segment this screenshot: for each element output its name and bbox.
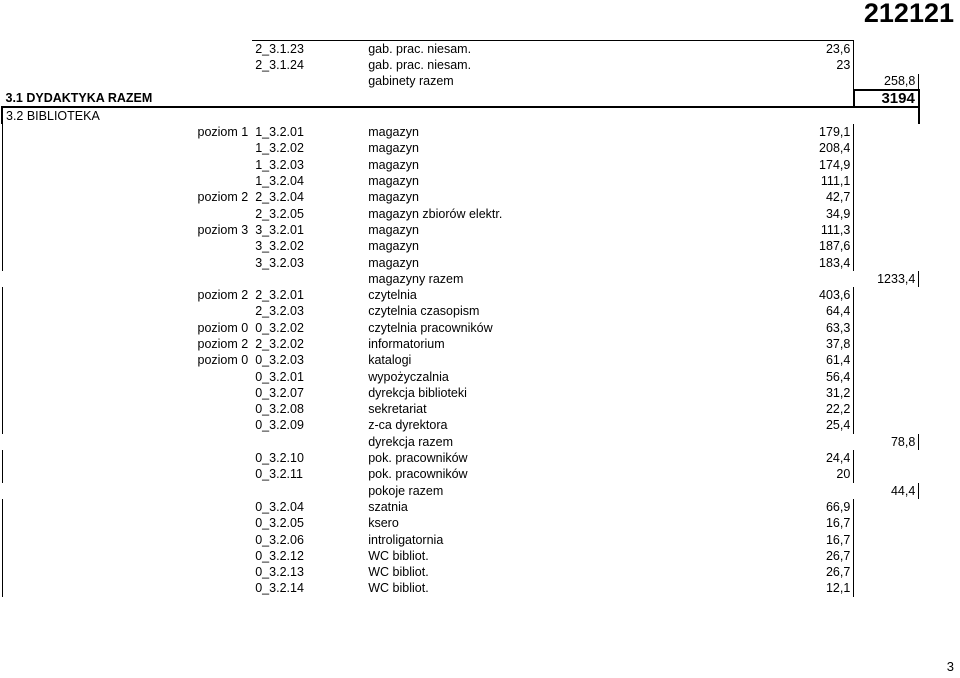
- table-row: [2, 499, 919, 515]
- level-label: [2, 140, 252, 156]
- table-row: [2, 531, 919, 547]
- room-code: 0_3.2.10: [252, 450, 365, 466]
- room-area: 187,6: [506, 238, 854, 254]
- table-row: [2, 189, 919, 205]
- level-label: poziom 0: [2, 320, 252, 336]
- level-label: [2, 548, 252, 564]
- room-area: 183,4: [506, 254, 854, 270]
- room-area: 16,7: [506, 531, 854, 547]
- room-code: 0_3.2.14: [252, 580, 365, 596]
- room-code: 1_3.2.04: [252, 173, 365, 189]
- room-name: sekretariat: [365, 401, 506, 417]
- room-code: 3_3.2.01: [252, 222, 365, 238]
- level-label: poziom 0: [2, 352, 252, 368]
- room-code: 0_3.2.12: [252, 548, 365, 564]
- room-name: magazyn: [365, 189, 506, 205]
- table-row: [2, 401, 919, 417]
- page-number: 3: [946, 659, 954, 674]
- room-code: 2_3.2.05: [252, 205, 365, 221]
- table-row: [2, 368, 919, 384]
- room-code: 0_3.2.02: [252, 320, 365, 336]
- subtotal-label: gabinety razem: [365, 73, 506, 90]
- room-name: katalogi: [365, 352, 506, 368]
- subtotal-value: 258,8: [854, 73, 919, 90]
- table-row: [2, 450, 919, 466]
- level-label: [2, 368, 252, 384]
- room-name: magazyn: [365, 238, 506, 254]
- room-name: gab. prac. niesam.: [365, 41, 506, 57]
- room-area: 174,9: [506, 157, 854, 173]
- room-code: 0_3.2.06: [252, 531, 365, 547]
- table-row: [2, 238, 919, 254]
- room-name: WC bibliot.: [365, 564, 506, 580]
- room-code: 0_3.2.08: [252, 401, 365, 417]
- area-table: [1, 40, 920, 597]
- level-label: [2, 157, 252, 173]
- section-total-value: 3194: [854, 90, 919, 107]
- room-code: 1_3.2.02: [252, 140, 365, 156]
- level-label: poziom 2: [2, 189, 252, 205]
- room-area: 111,3: [506, 222, 854, 238]
- level-label: poziom 3: [2, 222, 252, 238]
- room-name: magazyn: [365, 140, 506, 156]
- table-row: [2, 515, 919, 531]
- table-row: [2, 417, 919, 433]
- table-row: [2, 73, 919, 90]
- room-name: magazyn: [365, 254, 506, 270]
- room-area: 66,9: [506, 499, 854, 515]
- room-area: 23,6: [506, 41, 854, 57]
- room-name: szatnia: [365, 499, 506, 515]
- room-name: magazyn: [365, 157, 506, 173]
- level-label: [2, 515, 252, 531]
- table-row: [2, 352, 919, 368]
- room-area: 63,3: [506, 320, 854, 336]
- level-label: [2, 205, 252, 221]
- room-name: dyrekcja biblioteki: [365, 385, 506, 401]
- table-row: [2, 124, 919, 140]
- room-code: 0_3.2.05: [252, 515, 365, 531]
- room-area: 26,7: [506, 564, 854, 580]
- room-area: 34,9: [506, 205, 854, 221]
- subtotal-value: 78,8: [854, 434, 919, 450]
- level-label: poziom 1: [2, 124, 252, 140]
- room-name: WC bibliot.: [365, 580, 506, 596]
- room-code: 0_3.2.03: [252, 352, 365, 368]
- level-label: [2, 401, 252, 417]
- room-code: 3_3.2.02: [252, 238, 365, 254]
- room-name: WC bibliot.: [365, 548, 506, 564]
- room-area: 37,8: [506, 336, 854, 352]
- room-area: 12,1: [506, 580, 854, 596]
- room-area: 24,4: [506, 450, 854, 466]
- level-label: [2, 450, 252, 466]
- room-code: 0_3.2.04: [252, 499, 365, 515]
- room-code: 0_3.2.01: [252, 368, 365, 384]
- room-area: 208,4: [506, 140, 854, 156]
- level-label: [2, 417, 252, 433]
- room-code: 1_3.2.03: [252, 157, 365, 173]
- room-name: z-ca dyrektora: [365, 417, 506, 433]
- table-row: [2, 222, 919, 238]
- table-row: [2, 271, 919, 287]
- level-label: [2, 466, 252, 482]
- level-label: [2, 303, 252, 319]
- room-name: magazyn zbiorów elektr.: [365, 205, 506, 221]
- level-label: [2, 531, 252, 547]
- level-label: [2, 173, 252, 189]
- table-row: [2, 580, 919, 596]
- room-code: 2_3.2.01: [252, 287, 365, 303]
- section-total-label: 3.1 DYDAKTYKA RAZEM: [2, 90, 854, 107]
- room-name: magazyn: [365, 222, 506, 238]
- room-name: informatorium: [365, 336, 506, 352]
- table-row: [2, 434, 919, 450]
- table-row: [2, 140, 919, 156]
- room-area: 23: [506, 57, 854, 73]
- room-name: introligatornia: [365, 531, 506, 547]
- room-area: 26,7: [506, 548, 854, 564]
- table-row: [2, 254, 919, 270]
- room-area: 111,1: [506, 173, 854, 189]
- table-row: [2, 466, 919, 482]
- room-area: 179,1: [506, 124, 854, 140]
- section-header: 3.2 BIBLIOTEKA: [2, 107, 252, 124]
- room-area: 20: [506, 466, 854, 482]
- room-name: magazyn: [365, 124, 506, 140]
- room-code: 2_3.2.04: [252, 189, 365, 205]
- table-row: [2, 107, 919, 124]
- room-code: 0_3.2.13: [252, 564, 365, 580]
- room-name: magazyn: [365, 173, 506, 189]
- table-row: [2, 320, 919, 336]
- level-label: poziom 2: [2, 336, 252, 352]
- room-code: 1_3.2.01: [252, 124, 365, 140]
- level-label: [2, 254, 252, 270]
- table-row: [2, 90, 919, 107]
- room-code: 0_3.2.09: [252, 417, 365, 433]
- room-name: pok. pracowników: [365, 466, 506, 482]
- table-row: [2, 57, 919, 73]
- room-name: czytelnia czasopism: [365, 303, 506, 319]
- room-area: 42,7: [506, 189, 854, 205]
- room-name: czytelnia: [365, 287, 506, 303]
- subtotal-label: pokoje razem: [365, 483, 854, 499]
- room-area: 22,2: [506, 401, 854, 417]
- table-row: [2, 483, 919, 499]
- table-row: [2, 564, 919, 580]
- level-label: [2, 499, 252, 515]
- table-row: [2, 303, 919, 319]
- table-row: [2, 157, 919, 173]
- room-area: 56,4: [506, 368, 854, 384]
- room-area: 16,7: [506, 515, 854, 531]
- room-code: 0_3.2.11: [252, 466, 365, 482]
- room-area: 25,4: [506, 417, 854, 433]
- level-label: [2, 580, 252, 596]
- room-area: 61,4: [506, 352, 854, 368]
- subtotal-value: 44,4: [854, 483, 919, 499]
- room-code: 2_3.1.24: [252, 57, 365, 73]
- room-name: ksero: [365, 515, 506, 531]
- room-name: czytelnia pracowników: [365, 320, 506, 336]
- room-code: 2_3.2.02: [252, 336, 365, 352]
- table-row: [2, 385, 919, 401]
- subtotal-label: dyrekcja razem: [365, 434, 854, 450]
- table-row: [2, 41, 919, 57]
- level-label: [2, 564, 252, 580]
- room-code: 2_3.2.03: [252, 303, 365, 319]
- level-label: [2, 385, 252, 401]
- subtotal-value: 1233,4: [854, 271, 919, 287]
- table-row: [2, 548, 919, 564]
- room-name: gab. prac. niesam.: [365, 57, 506, 73]
- subtotal-label: magazyny razem: [365, 271, 854, 287]
- room-code: 0_3.2.07: [252, 385, 365, 401]
- room-code: 3_3.2.03: [252, 254, 365, 270]
- room-area: 403,6: [506, 287, 854, 303]
- room-name: wypożyczalnia: [365, 368, 506, 384]
- table-row: [2, 173, 919, 189]
- table-row: [2, 287, 919, 303]
- room-area: 64,4: [506, 303, 854, 319]
- room-name: pok. pracowników: [365, 450, 506, 466]
- room-code: 2_3.1.23: [252, 41, 365, 57]
- table-row: [2, 205, 919, 221]
- level-label: [2, 238, 252, 254]
- room-area: 31,2: [506, 385, 854, 401]
- document-id: 212121: [863, 0, 954, 28]
- table-row: [2, 336, 919, 352]
- level-label: poziom 2: [2, 287, 252, 303]
